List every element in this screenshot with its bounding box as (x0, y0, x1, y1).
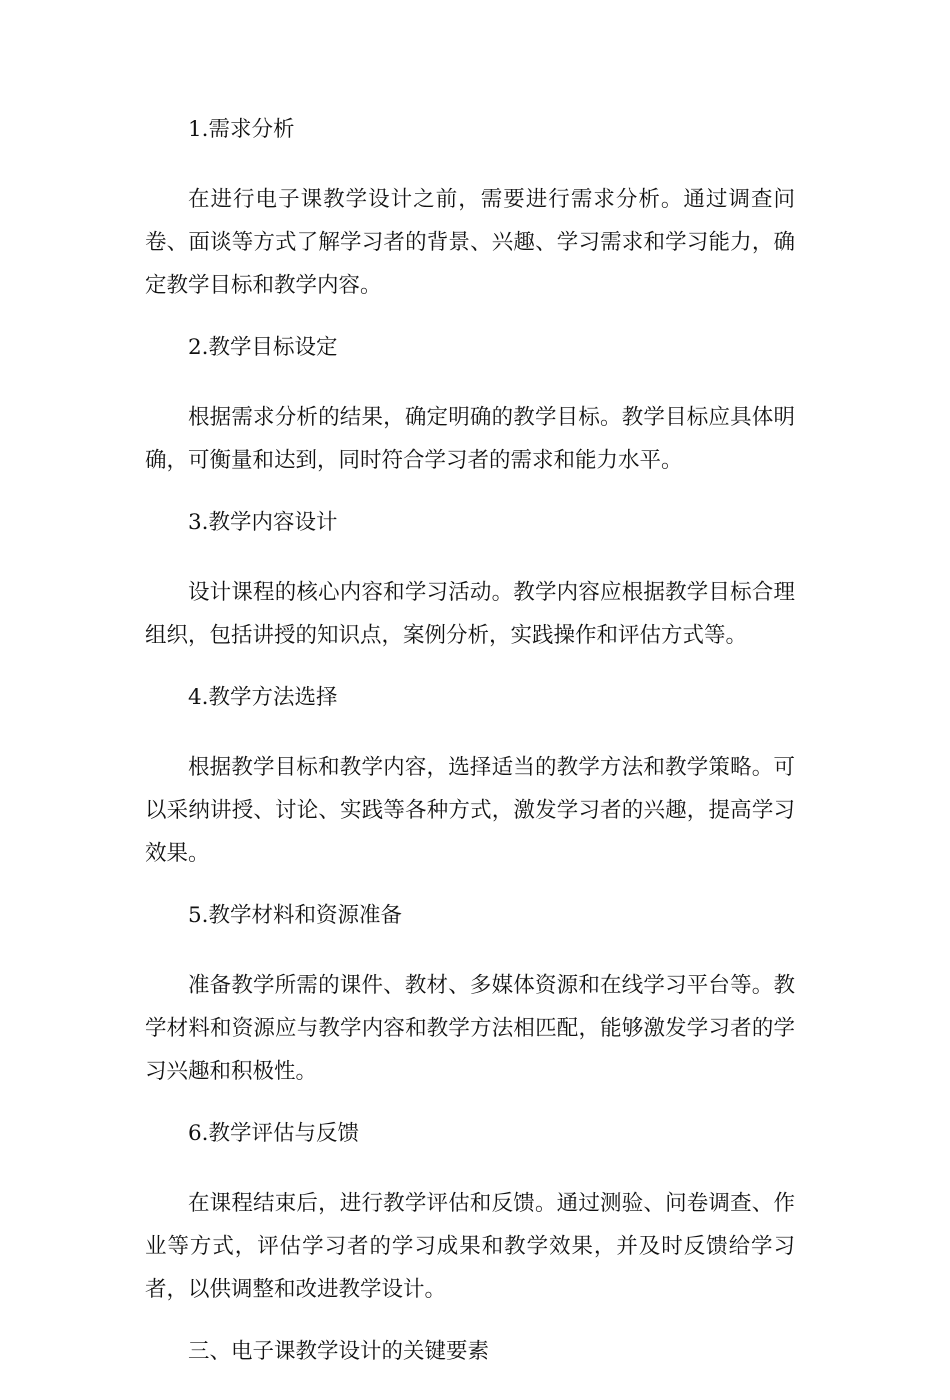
paragraph-materials: 准备教学所需的课件、教材、多媒体资源和在线学习平台等。教学材料和资源应与教学内容和教学方法相匹配，能够激发学习者的学习兴趣和积极性。 (145, 973, 795, 1084)
section-heading-4: 4.教学方法选择 (188, 685, 338, 710)
paragraph-evaluation: 在课程结束后，进行教学评估和反馈。通过测验、问卷调查、作业等方式，评估学习者的学习成果和教学效果，并及时反馈给学习者，以供调整和改进教学设计。 (145, 1191, 795, 1302)
paragraph-needs-analysis: 在进行电子课教学设计之前，需要进行需求分析。通过调查问卷、面谈等方式了解学习者的背景、兴趣、学习需求和学习能力，确定教学目标和教学内容。 (145, 187, 795, 298)
section-heading-3: 3.教学内容设计 (188, 510, 338, 535)
paragraph-content-design: 设计课程的核心内容和学习活动。教学内容应根据教学目标合理组织，包括讲授的知识点，案例分析，实践操作和评估方式等。 (145, 580, 795, 648)
chapter-heading-3: 三、电子课教学设计的关键要素 (188, 1339, 490, 1364)
paragraph-goal-setting: 根据需求分析的结果，确定明确的教学目标。教学目标应具体明确，可衡量和达到，同时符合学习者的需求和能力水平。 (145, 405, 795, 473)
section-heading-5: 5.教学材料和资源准备 (188, 903, 403, 928)
paragraph-method-selection: 根据教学目标和教学内容，选择适当的教学方法和教学策略。可以采纳讲授、讨论、实践等各种方式，激发学习者的兴趣，提高学习效果。 (145, 755, 795, 866)
section-heading-6: 6.教学评估与反馈 (188, 1121, 360, 1146)
section-heading-2: 2.教学目标设定 (188, 335, 338, 360)
document-body (145, 110, 795, 1400)
section-heading-1: 1.需求分析 (188, 117, 295, 142)
